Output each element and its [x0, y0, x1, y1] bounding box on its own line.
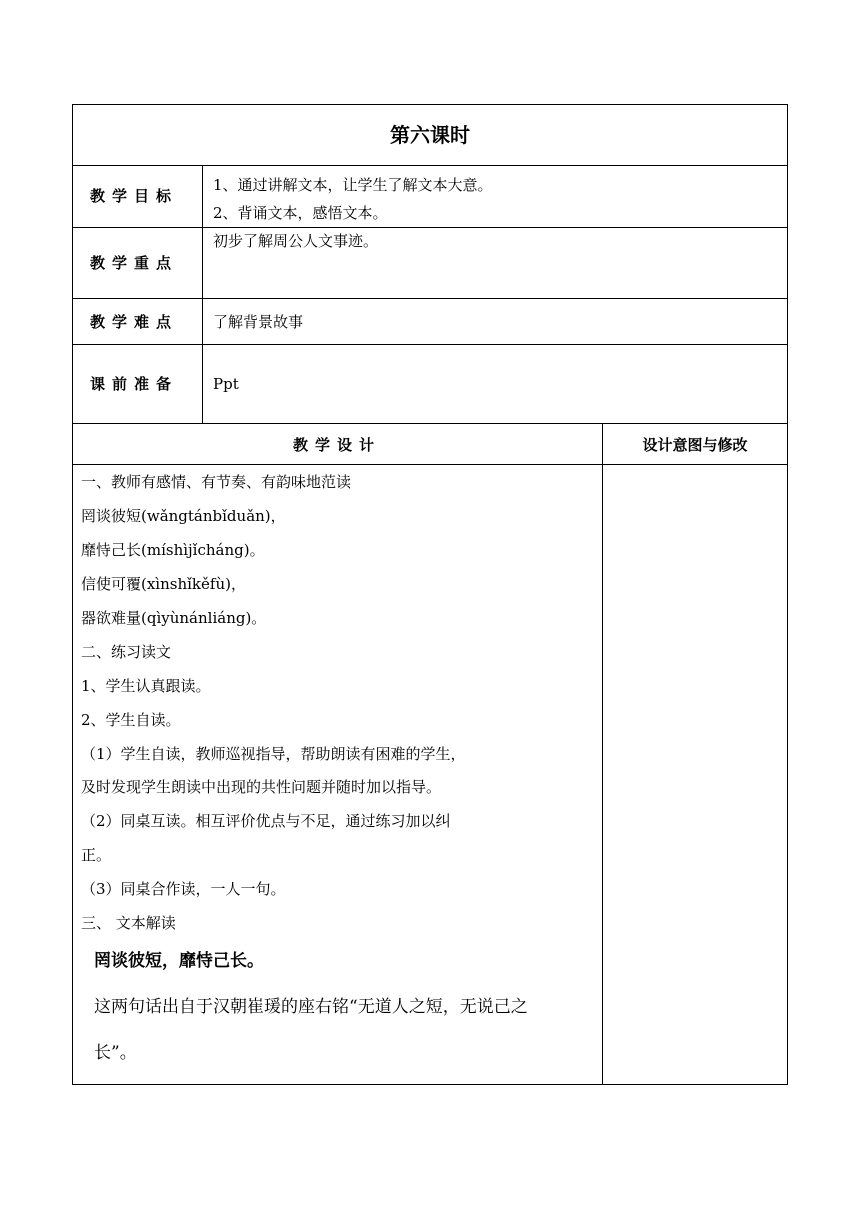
design-line: 信使可覆(xìnshǐkěfù)，	[81, 575, 246, 593]
design-line: 1、学生认真跟读。	[81, 677, 211, 695]
design-line: （3）同桌合作读，一人一句。	[81, 880, 286, 898]
row-divider	[72, 165, 788, 166]
design-line: 一、教师有感情、有节奏、有韵味地范读	[81, 473, 352, 491]
table-border-top	[72, 104, 788, 105]
explanation-line: 长”。	[94, 1043, 137, 1063]
key-points-text: 初步了解周公人文事迹。	[213, 232, 379, 250]
design-line: 及时发现学生朗读中出现的共性问题并随时加以指导。	[81, 778, 442, 796]
table-border-left	[72, 104, 73, 1085]
objectives-label: 教学目标	[90, 187, 179, 205]
key-points-label: 教学重点	[90, 254, 179, 272]
row-divider	[72, 344, 788, 345]
difficulties-text: 了解背景故事	[213, 313, 304, 331]
table-border-right	[787, 104, 788, 1085]
design-line: 正。	[81, 846, 112, 864]
row-divider	[72, 423, 788, 424]
preparation-label: 课前准备	[90, 375, 179, 393]
design-line: 2、学生自读。	[81, 711, 181, 729]
row-divider	[72, 227, 788, 228]
explanation-line: 这两句话出自于汉朝崔瑗的座右铭“无道人之短，无说己之	[94, 997, 528, 1017]
side-header: 设计意图与修改	[642, 436, 748, 454]
design-line: （1）学生自读，教师巡视指导，帮助朗读有困难的学生，	[81, 745, 466, 763]
label-column-divider	[202, 165, 203, 424]
design-line: 靡恃己长(míshìjǐcháng)。	[81, 541, 265, 559]
row-divider	[72, 298, 788, 299]
lesson-table	[72, 104, 788, 1085]
page-title: 第六课时	[390, 123, 470, 147]
design-line: 二、练习读文	[81, 643, 172, 661]
side-column-divider	[602, 423, 603, 1085]
design-header: 教学设计	[292, 436, 381, 454]
quote-heading: 罔谈彼短，靡恃己长。	[94, 951, 264, 971]
row-divider	[72, 464, 788, 465]
design-line: 三、 文本解读	[81, 914, 176, 932]
table-border-bottom	[72, 1084, 788, 1085]
objective-item: 1、通过讲解文本，让学生了解文本大意。	[213, 176, 493, 194]
preparation-text: Ppt	[213, 375, 239, 393]
design-line: （2）同桌互读。相互评价优点与不足，通过练习加以纠	[81, 812, 451, 830]
objective-item: 2、背诵文本，感悟文本。	[213, 204, 388, 222]
difficulties-label: 教学难点	[90, 313, 179, 331]
design-line: 罔谈彼短(wǎngtánbǐduǎn)，	[81, 507, 286, 525]
design-line: 器欲难量(qìyùnánliáng)。	[81, 609, 267, 627]
